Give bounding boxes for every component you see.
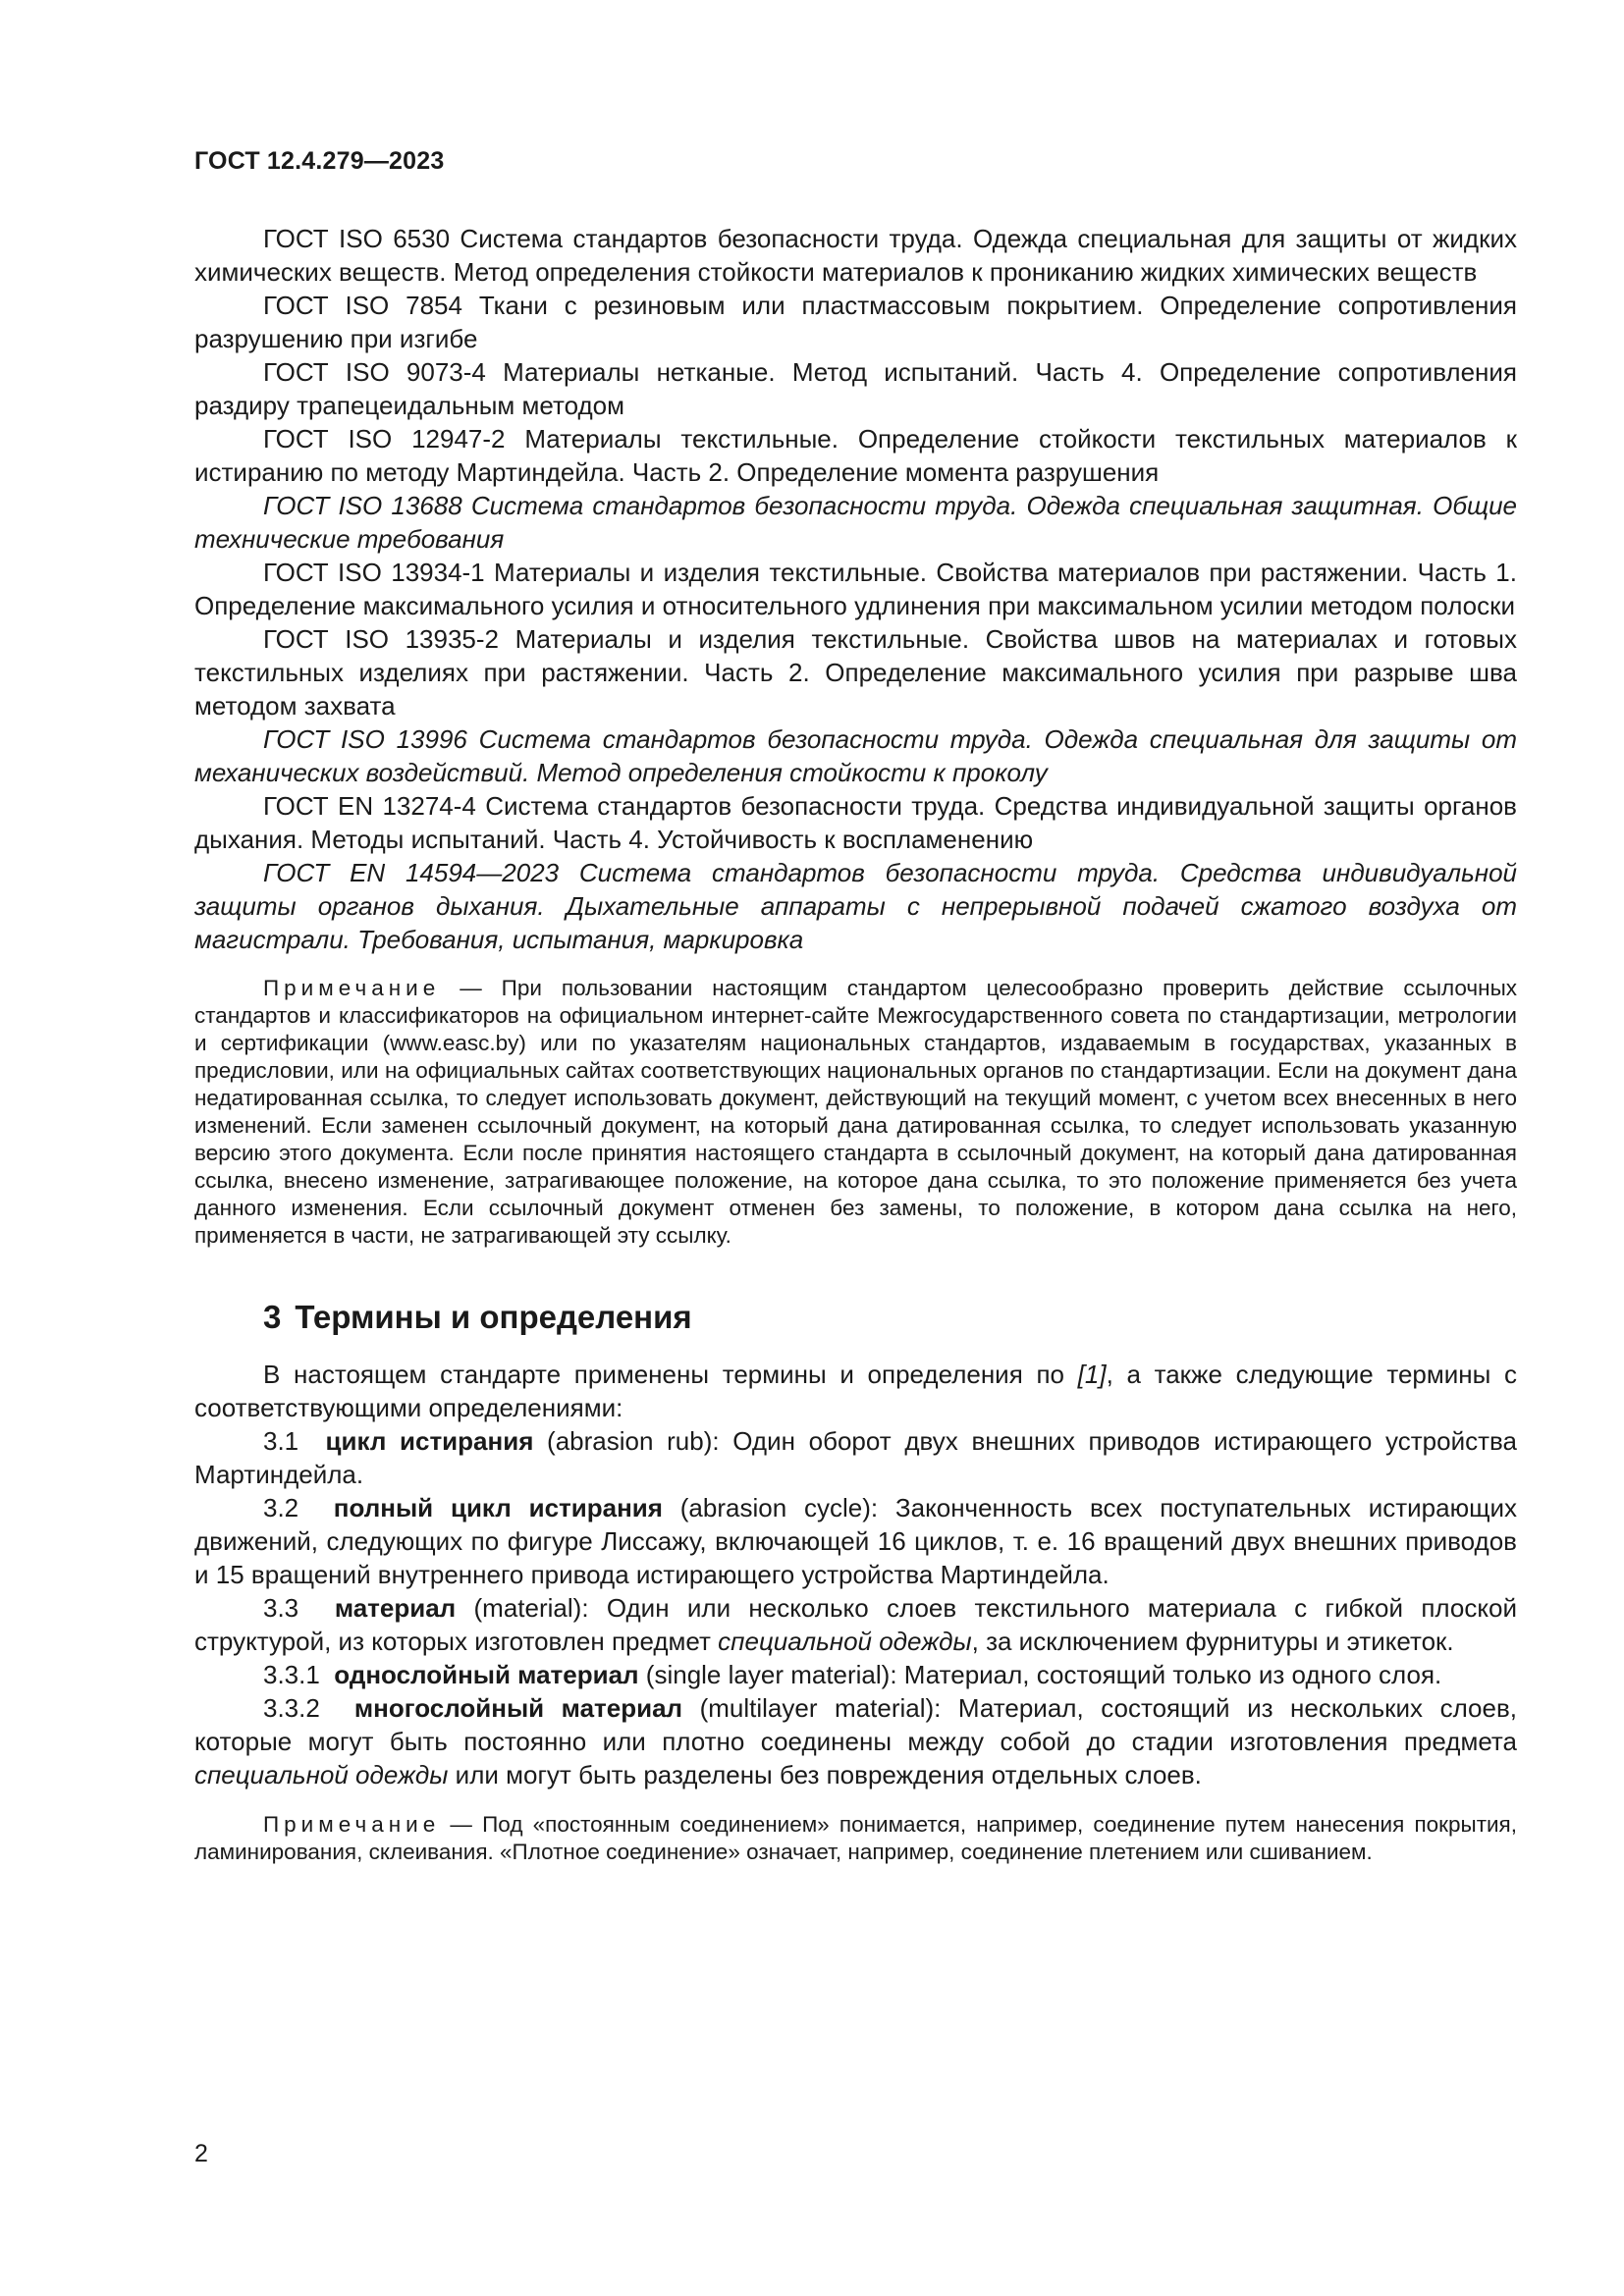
term-name: многослойный материал — [353, 1693, 683, 1723]
section-number: 3 — [263, 1299, 282, 1335]
terms-note — [194, 1811, 1517, 1866]
term-definition: (multilayer material): Материал, состоящий из нескольких слоев, которые могут быть постоянно или плотно соединены между собой до стадии изготовления предмета — [194, 1693, 1517, 1756]
intro-text: В настоящем стандарте применены термины и определения по — [263, 1360, 1078, 1389]
page-content — [194, 222, 1517, 1866]
term-name: однослойный материал — [334, 1660, 639, 1689]
term-entry — [194, 1491, 1517, 1591]
term-definition: (material): Один или несколько слоев текстильного материала с гибкой плоской структурой, из которых изготовлен предмет — [194, 1593, 1517, 1656]
term-name: полный цикл истирания — [333, 1493, 663, 1522]
term-definition: (abrasion cycle): Законченность всех поступательных истирающих движений, следующих по фигуре Лиссажу, включающей 16 циклов, т. е. 16 вращений двух внешних приводов и 15 вращений внутреннего привода истирающего устройства Мартиндейла. — [194, 1493, 1518, 1589]
term-entry — [194, 1591, 1517, 1658]
term-entry — [194, 1658, 1517, 1691]
term-definition: (single layer material): Материал, состоящий только из одного слоя. — [638, 1660, 1442, 1689]
term-name: материал — [334, 1593, 457, 1623]
term-definition: (abrasion rub): Один оборот двух внешних приводов истирающего устройства Мартиндейла. — [194, 1426, 1518, 1489]
term-entry — [194, 1424, 1517, 1491]
bibliography-reference: [1] — [1077, 1360, 1107, 1389]
reference-item: ГОСТ EN 13274-4 Система стандартов безопасности труда. Средства индивидуальной защиты органов дыхания. Методы испытаний. Часть 4. Устойчивость к воспламенению — [194, 791, 1517, 854]
reference-item: ГОСТ ISO 13935-2 Материалы и изделия текстильные. Свойства швов на материалах и готовых текстильных изделиях при растяжении. Часть 2. Определение максимального усилия при разрыве шва методом захвата — [194, 624, 1517, 721]
reference-item: ГОСТ ISO 13688 Система стандартов безопасности труда. Одежда специальная защитная. Общие технические требования — [194, 491, 1517, 554]
reference-item: ГОСТ ISO 13996 Система стандартов безопасности труда. Одежда специальная для защиты от механических воздействий. Метод определения стойкости к проколу — [194, 724, 1517, 787]
term-entry — [194, 1691, 1517, 1791]
term-definition-tail: или могут быть разделены без повреждения отдельных слоев. — [448, 1760, 1202, 1789]
term-number: 3.3.1 — [263, 1660, 320, 1689]
normative-references-list — [194, 222, 1517, 956]
note-label: Примечание — [263, 976, 441, 1000]
term-number: 3.1 — [263, 1426, 299, 1456]
note-text: — Под «постоянным соединением» понимается, например, соединение путем нанесения покрытия, ламинирования, склеивания. «Плотное соединение» означает, например, соединение плетением или сшиванием. — [194, 1812, 1517, 1864]
reference-item: ГОСТ EN 14594—2023 Система стандартов безопасности труда. Средства индивидуальной защиты органов дыхания. Дыхательные аппараты с непрерывной подачей сжатого воздуха от магистрали. Требования, испытания, маркировка — [194, 858, 1517, 954]
reference-item: ГОСТ ISO 12947-2 Материалы текстильные. Определение стойкости текстильных материалов к истиранию по методу Мартиндейла. Часть 2. Определение момента разрушения — [194, 424, 1517, 487]
note-text: — При пользовании настоящим стандартом целесообразно проверить действие ссылочных стандартов и классификаторов на официальном интернет-сайте Межгосударственного совета по стандартизации, метрологии и сертификации (www.easc.by) или по указателям национальных стандартов, издаваемым в государствах, указанных в предисловии, или на официальных сайтах соответствующих национальных органов по стандартизации. Если на документ дана недатированная ссылка, то следует использовать документ, действующий на текущий момент, с учетом всех внесенных в него изменений. Если заменен ссылочный документ, на который дана датированная ссылка, то следует использовать указанную версию этого документа. Если после принятия настоящего стандарта в ссылочный документ, на который дана датированная ссылка, внесено изменение, затрагивающее положение, на которое дана ссылка, то это положение применяется без учета данного изменения. Если ссылочный документ отменен без замены, то положение, в котором дана ссылка на него, применяется в части, не затрагивающей эту ссылку. — [194, 976, 1517, 1248]
term-number: 3.3.2 — [263, 1693, 320, 1723]
term-number: 3.3 — [263, 1593, 299, 1623]
term-definition-tail: , за исключением фурнитуры и этикеток. — [971, 1627, 1454, 1656]
references-note — [194, 975, 1517, 1250]
section-title: Термины и определения — [295, 1299, 692, 1335]
note-label: Примечание — [263, 1812, 441, 1837]
term-definition-emphasis: специальной одежды — [718, 1627, 972, 1656]
reference-item: ГОСТ ISO 9073-4 Материалы нетканые. Метод испытаний. Часть 4. Определение сопротивления раздиру трапецеидальным методом — [194, 357, 1517, 420]
term-definition-emphasis: специальной одежды — [194, 1760, 449, 1789]
section-intro — [194, 1358, 1517, 1424]
term-number: 3.2 — [263, 1493, 299, 1522]
page-number: 2 — [194, 2140, 208, 2167]
intro-text-tail: , а также следующие термины с соответствующими определениями: — [194, 1360, 1517, 1422]
reference-item: ГОСТ ISO 6530 Система стандартов безопасности труда. Одежда специальная для защиты от жидких химических веществ. Метод определения стойкости материалов к прониканию жидких химических веществ — [194, 224, 1517, 287]
term-name: цикл истирания — [325, 1426, 534, 1456]
reference-item: ГОСТ ISO 13934-1 Материалы и изделия текстильные. Свойства материалов при растяжении. Часть 1. Определение максимального усилия и относительного удлинения при максимальном усилии методом полоски — [194, 558, 1517, 620]
document-designation: ГОСТ 12.4.279—2023 — [194, 147, 445, 175]
section-heading — [194, 1298, 1517, 1337]
reference-item: ГОСТ ISO 7854 Ткани с резиновым или пластмассовым покрытием. Определение сопротивления разрушению при изгибе — [194, 291, 1517, 353]
